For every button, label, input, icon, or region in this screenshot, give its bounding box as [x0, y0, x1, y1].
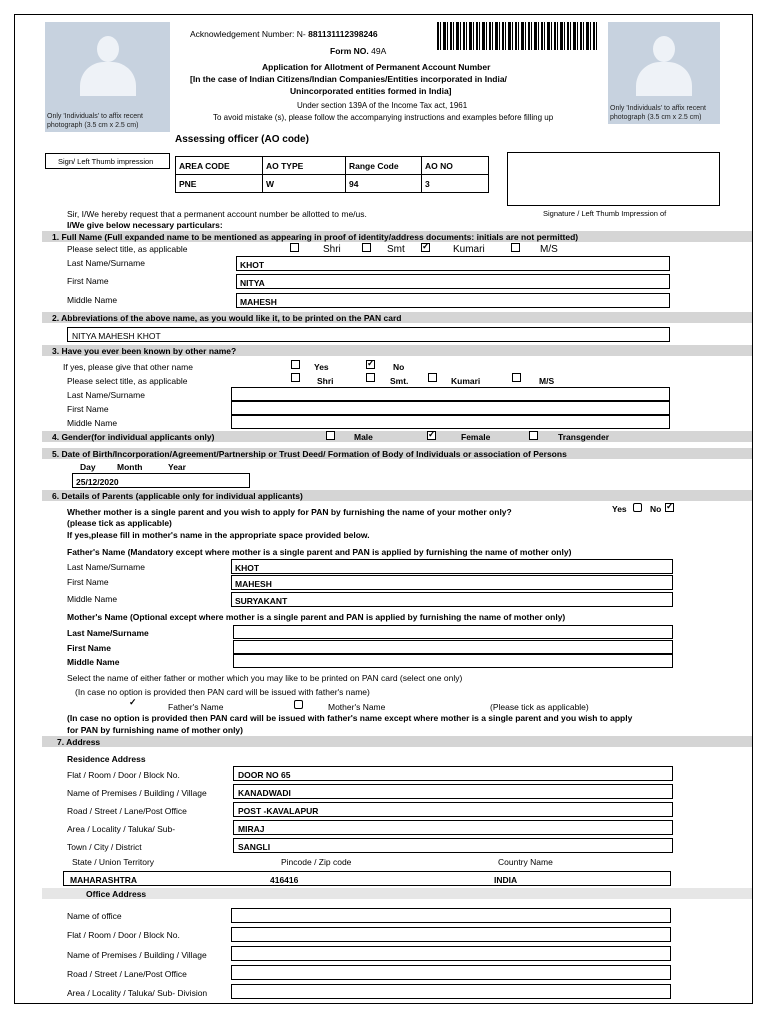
premises-value: KANADWADI — [238, 788, 291, 798]
father-middle-field[interactable] — [231, 592, 673, 607]
mother-name-option-checkbox[interactable] — [294, 700, 303, 709]
title-checkbox-ms[interactable] — [511, 243, 520, 252]
photo-caption-right: Only 'Individuals' to affix recent photograph (3.5 cm x 2.5 cm) — [610, 105, 706, 121]
section-7-band — [42, 736, 752, 747]
state-pin-country-field[interactable] — [63, 871, 671, 886]
default-name-note-1: (In case no option is provided then PAN card will be issued with father's name except where mother is a single parent and you wish to apply — [67, 713, 633, 723]
select-name-note: Select the name of either father or mother which you may like to be printed on PAN card (select one only) — [67, 673, 463, 683]
mother-fill-note: If yes,please fill in mother's name in the appropriate space provided below. — [67, 530, 370, 540]
middle-name-label: Middle Name — [67, 295, 118, 305]
title-option-label: Smt — [387, 244, 405, 255]
ao-value[interactable]: PNE — [176, 175, 263, 193]
office-label: Road / Street / Lane/Post Office — [67, 969, 187, 979]
day-label: Day — [80, 462, 96, 472]
father-name-heading: Father's Name (Mandatory except where mother is a single parent and PAN is applied by furnishing the name of mother only) — [67, 547, 572, 557]
father-first-field[interactable] — [231, 575, 673, 590]
other-last-name-field[interactable] — [231, 387, 670, 401]
father-name-option-label: Father's Name — [168, 702, 224, 712]
no-label: No — [393, 362, 405, 372]
photo-placeholder-right — [608, 22, 720, 124]
pincode-label: Pincode / Zip code — [281, 857, 352, 867]
gender-female-label: Female — [461, 432, 491, 442]
ao-header: AREA CODE — [176, 157, 263, 175]
mother-first-label: First Name — [67, 643, 111, 653]
section-1-heading: 1. Full Name (Full expanded name to be mentioned as appearing in proof of identity/address documents: initials are not permitted) — [52, 232, 579, 242]
photo-caption: Only 'Individuals' to affix recent photograph (3.5 cm x 2.5 cm) — [47, 113, 143, 129]
mother-name-heading: Mother's Name (Optional except where mother is a single parent and PAN is applied by furnishing the name of mother only) — [67, 612, 566, 622]
photo-placeholder-left — [45, 22, 170, 132]
area-field[interactable] — [233, 820, 673, 835]
office-band — [42, 888, 752, 899]
flat-value: DOOR NO 65 — [238, 770, 291, 780]
section-6-heading: 6. Details of Parents (applicable only for individual applicants) — [52, 491, 303, 501]
select-default-note: (In case no option is provided then PAN card will be issued with father's name) — [75, 687, 370, 697]
gender-transgender-label: Transgender — [558, 432, 610, 442]
dob-value: 25/12/2020 — [76, 477, 119, 487]
mother-middle-label: Middle Name — [67, 657, 120, 667]
office-label: Area / Locality / Taluka/ Sub- Division — [67, 988, 208, 998]
ao-header: Range Code — [346, 157, 422, 175]
father-first-value: MAHESH — [235, 579, 272, 589]
other-name-question: If yes, please give that other name — [63, 362, 193, 372]
tick-note: (please tick as applicable) — [67, 518, 172, 528]
title-checkbox-ms[interactable] — [512, 373, 521, 382]
ack-label: Acknowledgement Number: N- — [190, 29, 306, 39]
address-label: Road / Street / Lane/Post Office — [67, 806, 187, 816]
address-label: Name of Premises / Building / Village — [67, 788, 207, 798]
ao-header: AO NO — [422, 157, 489, 175]
office-label: Name of Premises / Building / Village — [67, 950, 207, 960]
office-area-field[interactable] — [231, 984, 671, 999]
instruction-note: To avoid mistake (s), please follow the accompanying instructions and examples before filling up — [213, 113, 554, 122]
ao-value[interactable]: 3 — [422, 175, 489, 193]
title-checkbox-shri[interactable] — [291, 373, 300, 382]
mother-first-field[interactable] — [233, 640, 673, 654]
first-name-field[interactable] — [236, 274, 670, 289]
ao-value[interactable]: W — [263, 175, 346, 193]
other-first-name-field[interactable] — [231, 401, 670, 415]
last-name-label: Last Name/Surname — [67, 258, 145, 268]
ao-code-table — [175, 156, 489, 193]
other-middle-name-field[interactable] — [231, 415, 670, 429]
father-first-label: First Name — [67, 577, 109, 587]
middle-name-field[interactable] — [236, 293, 670, 308]
father-middle-label: Middle Name — [67, 594, 118, 604]
town-value: SANGLI — [238, 842, 271, 852]
last-name-label: Last Name/Surname — [67, 390, 145, 400]
title-checkbox-shri[interactable] — [290, 243, 299, 252]
title-label: Please select title, as applicable — [67, 376, 188, 386]
section-3-heading: 3. Have you ever been known by other name? — [52, 346, 237, 356]
single-parent-no-checkbox[interactable] — [665, 503, 674, 512]
signature-box-right[interactable] — [507, 152, 720, 206]
pincode-value: 416416 — [270, 875, 299, 885]
father-last-value: KHOT — [235, 563, 260, 573]
mother-last-label: Last Name/Surname — [67, 628, 149, 638]
office-address-heading: Office Address — [86, 889, 147, 899]
title-checkbox-smt[interactable] — [366, 373, 375, 382]
tick-applicable-note: (Please tick as applicable) — [490, 702, 589, 712]
area-value: MIRAJ — [238, 824, 265, 834]
form-no: 49A — [371, 46, 387, 56]
abbreviation-value: NITYA MAHESH KHOT — [72, 331, 161, 341]
form-subtitle-2: Unincorporated entities formed in India] — [290, 86, 452, 96]
year-label: Year — [168, 462, 186, 472]
form-subtitle-1: [In the case of Indian Citizens/Indian Companies/Entities incorporated in India/ — [190, 74, 507, 84]
flat-field[interactable] — [233, 766, 673, 781]
middle-name-value: MAHESH — [240, 297, 277, 307]
state-label: State / Union Territory — [72, 857, 155, 867]
single-parent-yes-checkbox[interactable] — [633, 503, 642, 512]
month-label: Month — [117, 462, 143, 472]
mother-name-option-label: Mother's Name — [328, 702, 386, 712]
title-option-label: Smt. — [390, 376, 409, 386]
other-name-yes-checkbox[interactable] — [291, 360, 300, 369]
yes-label: Yes — [314, 362, 329, 372]
residence-address-heading: Residence Address — [67, 754, 146, 764]
default-name-note-2: for PAN by furnishing name of mother only) — [67, 725, 243, 735]
title-label: Please select title, as applicable — [67, 244, 188, 254]
section-4-heading: 4. Gender(for individual applicants only) — [52, 432, 215, 442]
road-value: POST -KAVALAPUR — [238, 806, 319, 816]
section-2-heading: 2. Abbreviations of the above name, as you would like it, to be printed on the PAN card — [52, 313, 402, 323]
middle-name-label: Middle Name — [67, 418, 118, 428]
intro-line-2: I/We give below necessary particulars: — [67, 220, 223, 230]
title-option-label: Shri — [317, 376, 334, 386]
intro-line-1: Sir, I/We hereby request that a permanent account number be allotted to me/us. — [67, 209, 367, 219]
address-label: Area / Locality / Taluka/ Sub- — [67, 824, 176, 834]
gender-male-checkbox[interactable] — [326, 431, 335, 440]
title-checkbox-kumari[interactable] — [428, 373, 437, 382]
father-middle-value: SURYAKANT — [235, 596, 288, 606]
premises-field[interactable] — [233, 784, 673, 799]
person-silhouette-icon — [653, 36, 675, 62]
last-name-field[interactable] — [236, 256, 670, 271]
office-name-field[interactable] — [231, 908, 671, 923]
ao-header: AO TYPE — [263, 157, 346, 175]
father-last-label: Last Name/Surname — [67, 562, 145, 572]
title-option-label: M/S — [539, 376, 555, 386]
town-field[interactable] — [233, 838, 673, 853]
sign-caption-left: Sign/ Left Thumb impression — [58, 157, 154, 166]
ao-value[interactable]: 94 — [346, 175, 422, 193]
ack-number: 881131112398246 — [308, 29, 378, 39]
mother-last-field[interactable] — [233, 625, 673, 639]
gender-male-label: Male — [354, 432, 373, 442]
single-parent-question: Whether mother is a single parent and you wish to apply for PAN by furnishing the name of your mother only? — [67, 507, 512, 517]
yes-label: Yes — [612, 504, 627, 514]
no-label: No — [650, 504, 662, 514]
other-name-no-checkbox[interactable] — [366, 360, 375, 369]
gender-transgender-checkbox[interactable] — [529, 431, 538, 440]
assessing-officer-label: Assessing officer (AO code) — [175, 134, 309, 145]
first-name-label: First Name — [67, 404, 109, 414]
barcode — [437, 22, 597, 50]
gender-female-checkbox[interactable] — [427, 431, 436, 440]
address-label: Town / City / District — [67, 842, 142, 852]
section-5-heading: 5. Date of Birth/Incorporation/Agreement/Partnership or Trust Deed/ Formation of Body of Individuals or association of Persons — [52, 449, 567, 459]
father-last-field[interactable] — [231, 559, 673, 574]
title-checkbox-kumari[interactable] — [421, 243, 430, 252]
sign-caption-right: Signature / Left Thumb Impression of — [543, 209, 667, 218]
title-option-label: Kumari — [451, 376, 481, 386]
first-name-label: First Name — [67, 276, 109, 286]
office-flat-field[interactable] — [231, 927, 671, 942]
person-silhouette-icon — [97, 36, 119, 62]
country-label: Country Name — [498, 857, 553, 867]
title-checkbox-smt[interactable] — [362, 243, 371, 252]
country-value: INDIA — [494, 875, 518, 885]
under-section: Under section 139A of the Income Tax act, 1961 — [297, 101, 468, 110]
form-no-label: Form NO. — [330, 46, 369, 56]
office-label: Name of office — [67, 911, 122, 921]
office-label: Flat / Room / Door / Block No. — [67, 930, 180, 940]
office-road-field[interactable] — [231, 965, 671, 980]
state-value: MAHARASHTRA — [70, 875, 138, 885]
first-name-value: NITYA — [240, 278, 265, 288]
last-name-value: KHOT — [240, 260, 265, 270]
father-name-option-check[interactable] — [129, 700, 138, 709]
section-7-heading: 7. Address — [57, 737, 101, 747]
address-label: Flat / Room / Door / Block No. — [67, 770, 180, 780]
office-premises-field[interactable] — [231, 946, 671, 961]
title-option-label: Shri — [323, 244, 341, 255]
form-title: Application for Allotment of Permanent Account Number — [262, 62, 491, 72]
mother-middle-field[interactable] — [233, 654, 673, 668]
title-option-label: M/S — [540, 244, 558, 255]
title-option-label: Kumari — [453, 244, 485, 255]
